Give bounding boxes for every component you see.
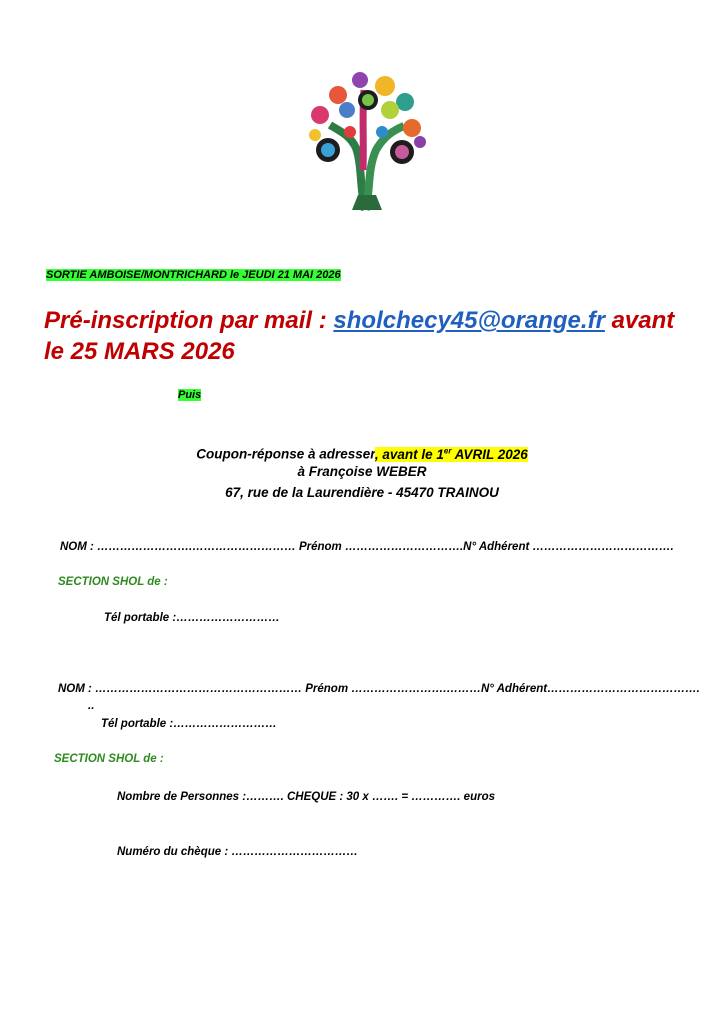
coupon-address: 67, rue de la Laurendière - 45470 TRAINOU <box>225 485 499 500</box>
preinscription-heading: Pré-inscription par mail : sholchecy45@orange.fr avant le 25 MARS 2026 <box>44 307 675 365</box>
form2-tel-line[interactable]: Tél portable :……………………… <box>101 718 277 730</box>
payment-persons-line[interactable]: Nombre de Personnes :………. CHEQUE : 30 x ……. = …………. euros <box>117 791 495 803</box>
form1-tel-line[interactable]: Tél portable :……………………… <box>104 612 280 624</box>
coupon-line: Coupon-réponse à adresser, avant le 1er AVRIL 2026 <box>196 446 528 462</box>
form1-nom-line[interactable]: NOM : …………………….……………………… Prénom ………………………….N° Adhérent ………………………………. <box>60 541 674 553</box>
form2-nom-line[interactable]: NOM : ……………………………………………… Prénom …………………….………N° Adhérent…………………………………. <box>58 683 700 695</box>
form2-continuation: .. <box>88 700 95 712</box>
email-link[interactable]: sholchecy45@orange.fr <box>333 307 605 334</box>
cheque-number-line[interactable]: Numéro du chèque : …………………………… <box>117 846 358 858</box>
puis-label: Puis <box>178 389 202 401</box>
tree-logo <box>290 70 440 215</box>
form2-section-label: SECTION SHOL de : <box>54 753 164 765</box>
coupon-recipient: à Françoise WEBER <box>297 464 427 479</box>
form1-section-label: SECTION SHOL de : <box>58 576 168 588</box>
outing-banner: SORTIE AMBOISE/MONTRICHARD le JEUDI 21 MAI 2026 <box>46 269 341 281</box>
